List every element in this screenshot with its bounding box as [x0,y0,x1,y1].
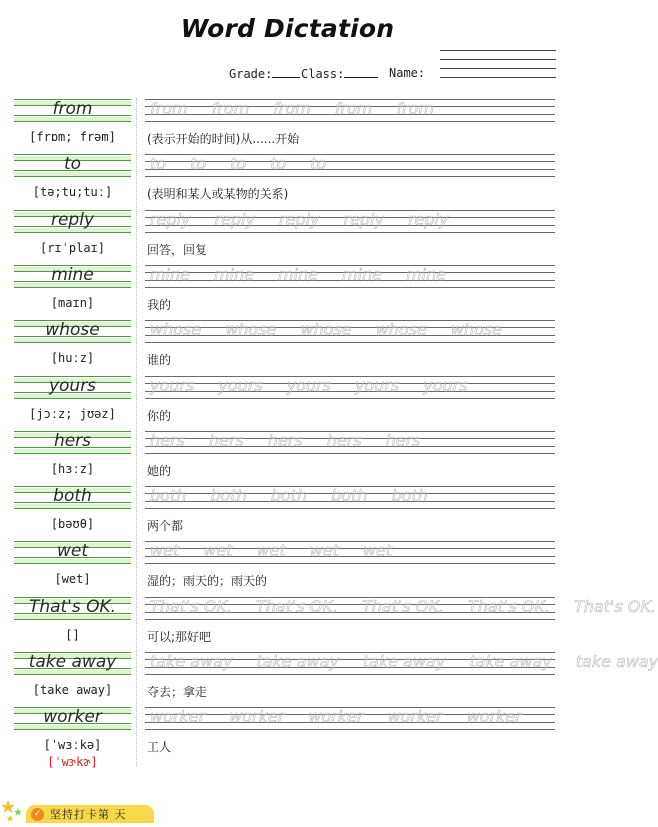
guide-line [14,342,131,343]
name-line-4 [440,77,556,78]
word-row [0,706,575,769]
word-text: take away [28,652,117,672]
word-row [0,319,575,375]
meaning: (表示开始的时间)从......开始 [147,132,300,146]
check-icon: ✓ [31,808,44,821]
meaning: 工人 [147,740,172,754]
guide-line [14,563,131,564]
meaning: 回答，回复 [147,243,208,257]
word-cell [14,99,131,122]
meaning: 可以;那好吧 [147,630,212,644]
class-blank[interactable] [344,66,378,78]
writing-line [145,619,555,620]
writing-line [145,729,555,730]
phonetic: [huːz] [50,351,95,365]
trace-text: both both both both both [150,486,428,505]
trace-text: reply reply reply reply reply [150,210,449,229]
meaning: (表明和某人或某物的关系) [147,187,289,201]
tracing-area[interactable] [145,652,658,675]
word-text: mine [51,265,94,285]
word-row [0,264,575,320]
word-text: whose [45,320,100,340]
writing-line [145,176,555,177]
word-text: yours [48,376,97,396]
trace-text: to to to to to [150,154,327,173]
word-row [0,540,575,596]
word-row [0,153,575,209]
phonetic-us: [ˈwɝkɚ] [47,755,98,769]
meaning: 两个都 [147,519,184,533]
meaning: 她的 [147,464,172,478]
grade-blank[interactable] [272,66,300,78]
writing-line [145,508,555,509]
tracing-area[interactable] [145,376,555,399]
word-cell [14,154,131,177]
phonetic: [take away] [32,683,113,697]
tracing-area[interactable] [145,320,555,343]
guide-line [14,287,131,288]
word-cell [14,265,131,288]
word-row [0,375,575,431]
tracing-area[interactable] [145,210,555,233]
name-line-3 [440,68,556,69]
phonetic: [rɪˈplaɪ] [39,241,106,255]
meaning: 你的 [147,409,172,423]
phonetic: [bəʊθ] [50,517,95,531]
word-text: both [53,486,92,506]
writing-line [145,287,555,288]
guide-line [14,121,131,122]
checkin-badge [26,805,154,823]
trace-text: wet wet wet wet wet [150,541,393,560]
trace-text: hers hers hers hers hers [150,431,421,450]
writing-line [145,453,555,454]
tracing-area[interactable] [145,154,555,177]
trace-text: That's OK. That's OK. That's OK. That's OK. That's OK. [150,597,656,616]
word-row [0,485,575,541]
tracing-area[interactable] [145,431,555,454]
tracing-area[interactable] [145,597,656,620]
word-text: from [52,99,93,119]
word-row [0,430,575,486]
word-cell [14,320,131,343]
guide-line [14,453,131,454]
tracing-area[interactable] [145,265,555,288]
word-cell [14,707,131,730]
word-row [0,209,575,265]
guide-line [14,729,131,730]
word-row [0,651,658,707]
word-cell [14,541,131,564]
word-cell [14,376,131,399]
phonetic: [frɒm; frəm] [29,130,116,144]
trace-text: mine mine mine mine mine [150,265,447,284]
word-text: worker [43,707,102,727]
writing-line [145,563,555,564]
meaning: 湿的；雨天的；雨天的 [147,574,268,588]
guide-line [14,619,131,620]
word-cell [14,652,131,675]
writing-line [145,674,555,675]
name-line-1 [440,50,556,51]
trace-text: from from from from from [150,99,434,118]
phonetic: [ˈwɜːkə] [43,738,102,752]
word-text: wet [56,541,89,561]
trace-text: worker worker worker worker worker [150,707,522,726]
phonetic: [] [65,628,80,642]
class-label: Class: [301,67,345,81]
trace-text: yours yours yours yours yours [150,376,468,395]
tracing-area[interactable] [145,99,555,122]
trace-text: take away take away take away take away take away [150,652,658,671]
grade-label: Grade: [229,67,273,81]
checkin-text: 坚持打卡第 天 [50,808,127,821]
tracing-area[interactable] [145,707,555,730]
class-field[interactable] [301,66,378,81]
grade-field[interactable] [229,66,300,81]
writing-line [145,121,555,122]
name-field[interactable] [389,66,425,80]
writing-line [145,342,555,343]
phonetic: [wet] [54,572,91,586]
meaning: 我的 [147,298,172,312]
writing-line [145,398,555,399]
guide-line [14,232,131,233]
word-cell [14,597,131,620]
guide-line [14,176,131,177]
tracing-area[interactable] [145,541,555,564]
phonetic: [maɪn] [50,296,95,310]
stars-decoration [0,796,26,823]
meaning: 夺去；拿走 [147,685,208,699]
word-row [0,98,575,154]
word-cell [14,486,131,509]
phonetic: [tə;tu;tuː] [32,185,113,199]
guide-line [14,508,131,509]
name-label: Name: [389,66,426,80]
word-row [0,596,656,652]
name-line-2 [440,59,556,60]
phonetic: [hɜːz] [50,462,95,476]
word-text: to [63,154,82,174]
guide-line [14,674,131,675]
page-title: Word Dictation [180,14,395,43]
word-text: That's OK. [28,597,117,617]
writing-line [145,232,555,233]
meaning: 谁的 [147,353,172,367]
tracing-area[interactable] [145,486,555,509]
phonetic: [jɔːz; jʊəz] [29,407,116,421]
word-text: hers [53,431,92,451]
word-text: reply [50,210,95,230]
trace-text: whose whose whose whose whose [150,320,502,339]
word-cell [14,210,131,233]
word-cell [14,431,131,454]
guide-line [14,398,131,399]
